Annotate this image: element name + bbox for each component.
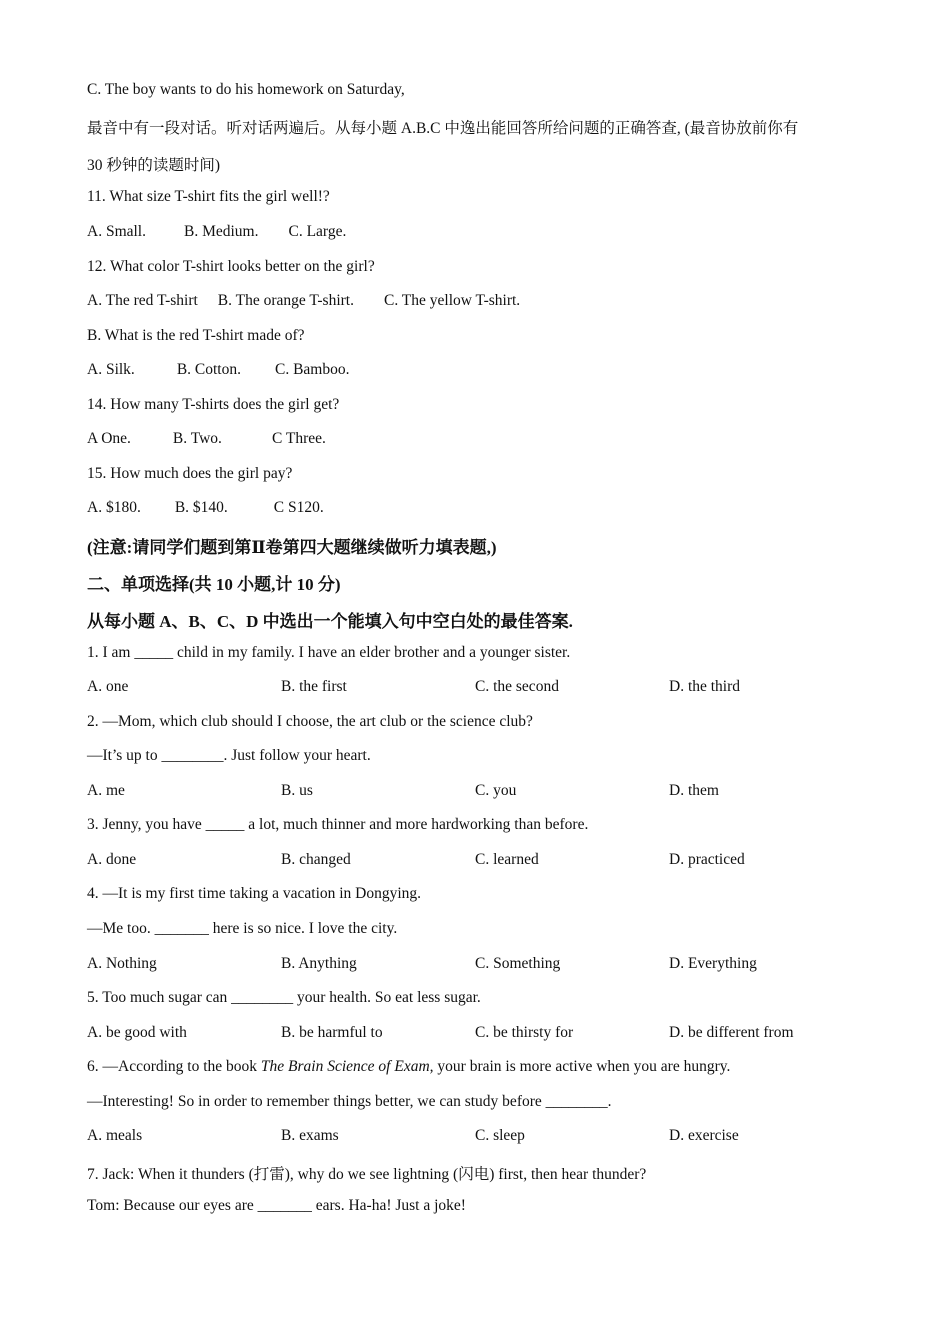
option-a: A. The red T-shirt [87, 292, 198, 309]
option-a: A. Small. [87, 223, 146, 240]
option-a: A. $180. [87, 499, 141, 516]
previous-option-c: C. The boy wants to do his homework on Saturday, [87, 81, 405, 98]
option-a: A. done [87, 851, 137, 868]
option-b: B. $140. [174, 499, 228, 516]
option-b: B. the first [281, 678, 347, 695]
option-b: B. Medium. [184, 223, 259, 240]
option-c: C. Something [475, 955, 561, 972]
option-a: A. meals [87, 1127, 143, 1144]
question-options [87, 430, 326, 448]
question-options [87, 955, 867, 975]
question-stem: 3. Jenny, you have _____ a lot, much thinner and more hardworking than before. [87, 816, 589, 833]
option-b: B. Cotton. [176, 361, 241, 378]
question-stem: 1. I am _____ child in my family. I have an elder brother and a younger sister. [87, 644, 571, 661]
question-stem: B. What is the red T-shirt made of? [87, 327, 305, 344]
question-options [87, 499, 324, 517]
option-b: B. us [281, 782, 313, 799]
option-c: C. the second [475, 678, 559, 695]
option-b: B. changed [281, 851, 351, 868]
question-stem-reply: —Me too. _______ here is so nice. I love the city. [87, 920, 398, 937]
option-b: B. Two. [172, 430, 222, 447]
option-d: D. exercise [669, 1127, 739, 1144]
option-c: C S120. [273, 499, 324, 516]
question-stem: 12. What color T-shirt looks better on the girl? [87, 258, 375, 275]
option-b: B. Anything [281, 955, 357, 972]
option-a: A. me [87, 782, 125, 799]
option-a: A. be good with [87, 1024, 187, 1041]
question-stem: 14. How many T-shirts does the girl get? [87, 396, 340, 413]
question-stem: 5. Too much sugar can ________ your health. So eat less sugar. [87, 989, 481, 1006]
option-c: C. Large. [288, 223, 347, 240]
option-d: D. Everything [669, 955, 757, 972]
option-a: A One. [87, 430, 131, 447]
question-options [87, 1127, 867, 1147]
section-title: 二、单项选择(共 10 小题,计 10 分) [87, 575, 341, 594]
listening-instruction-cont: 30 秒钟的读题时间) [87, 157, 221, 174]
option-a: A. one [87, 678, 129, 695]
question-options [87, 361, 349, 379]
option-d: D. them [669, 782, 719, 799]
option-c: C. The yellow T-shirt. [383, 292, 521, 309]
option-c: C. you [475, 782, 517, 799]
option-d: D. the third [669, 678, 741, 695]
question-stem: 15. How much does the girl pay? [87, 465, 293, 482]
question-options [87, 851, 867, 871]
option-c: C. Bamboo. [274, 361, 350, 378]
question-options [87, 678, 867, 698]
question-stem-reply: —It’s up to ________. Just follow your heart. [87, 747, 371, 764]
option-b: B. exams [281, 1127, 339, 1144]
question-options [87, 223, 346, 241]
question-stem: 2. —Mom, which club should I choose, the art club or the science club? [87, 713, 533, 730]
question-stem-reply: Tom: Because our eyes are _______ ears. Ha-ha! Just a joke! [87, 1197, 466, 1214]
option-c: C. be thirsty for [475, 1024, 574, 1041]
stem-text: 6. —According to the book [87, 1058, 261, 1075]
listening-instruction: 最音中有一段对话。听对话两遍后。从每小题 A.B.C 中逸出能回答所给问题的正确答查, (最音协放前你有 [87, 120, 799, 137]
question-stem: 4. —It is my first time taking a vacation in Dongying. [87, 885, 422, 902]
option-c: C. sleep [475, 1127, 525, 1144]
section-instruction: 从每小题 A、B、C、D 中选出一个能填入句中空白处的最佳答案. [87, 612, 573, 631]
stem-text: your brain is more active when you are hungry. [433, 1058, 731, 1075]
question-stem-reply: —Interesting! So in order to remember things better, we can study before ________. [87, 1093, 612, 1110]
question-options [87, 782, 867, 802]
option-a: A. Nothing [87, 955, 157, 972]
option-b: B. The orange T-shirt. [217, 292, 354, 309]
listening-note: (注意:请同学们题到第Ⅱ卷第四大题继续做听力填表题,) [87, 538, 497, 557]
question-options [87, 1024, 867, 1044]
question-options [87, 292, 520, 310]
option-d: D. practiced [669, 851, 745, 868]
question-stem: 11. What size T-shirt fits the girl well!? [87, 188, 330, 205]
question-stem: 7. Jack: When it thunders (打雷), why do we see lightning (闪电) first, then hear thunder? [87, 1166, 647, 1183]
option-c: C. learned [475, 851, 539, 868]
option-d: D. be different from [669, 1024, 794, 1041]
option-b: B. be harmful to [281, 1024, 383, 1041]
question-stem [87, 1058, 730, 1076]
book-title: The Brain Science of Exam, [260, 1058, 434, 1075]
option-c: C Three. [271, 430, 326, 447]
option-a: A. Silk. [87, 361, 135, 378]
